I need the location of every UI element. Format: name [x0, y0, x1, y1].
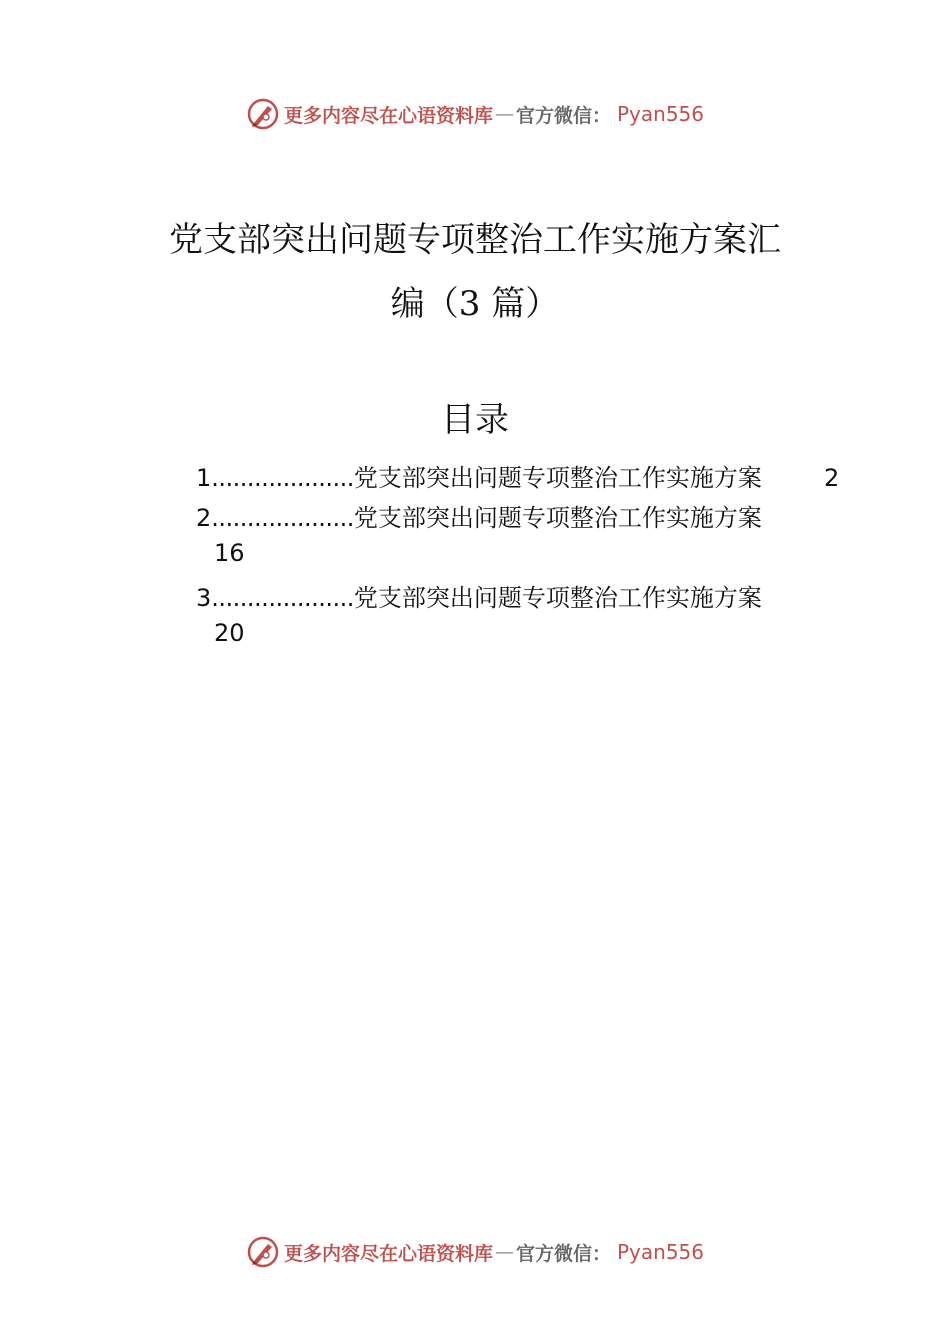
document-title-line2: 编（3 篇）: [390, 284, 560, 324]
pen-seal-icon: [246, 97, 280, 131]
banner-wechat-id: Pyan556: [617, 102, 705, 126]
banner-dash: —: [494, 1241, 514, 1263]
banner-official-label: 官方微信：: [515, 1242, 611, 1265]
toc-entry-1[interactable]: [196, 458, 846, 498]
toc-entry-leader: ....................: [211, 504, 354, 532]
toc-entry-number: 2: [196, 504, 212, 532]
header-watermark-banner: [0, 94, 950, 134]
toc-entry-title: 党支部突出问题专项整治工作实施方案: [353, 504, 762, 532]
toc-entry-3[interactable]: [196, 578, 846, 618]
document-title-line1: 党支部突出问题专项整治工作实施方案汇: [169, 220, 781, 260]
banner-text: 更多内容尽在心语资料库: [283, 1242, 493, 1265]
toc-entry-page: 2: [824, 464, 840, 492]
toc-entry-number: 1: [196, 464, 212, 492]
toc-entry-number: 3: [196, 584, 212, 612]
footer-watermark-banner: [0, 1232, 950, 1272]
toc-entry-title: 党支部突出问题专项整治工作实施方案: [353, 464, 762, 492]
toc-entry-leader: ....................: [211, 584, 354, 612]
pen-seal-icon: [246, 1235, 280, 1269]
toc-entry-title: 党支部突出问题专项整治工作实施方案: [353, 584, 762, 612]
banner-wechat-id: Pyan556: [617, 1240, 705, 1264]
toc-entry-page: 20: [214, 619, 245, 647]
banner-text: 更多内容尽在心语资料库: [283, 104, 493, 127]
toc-entry-leader: ....................: [211, 464, 354, 492]
banner-dash: —: [494, 103, 514, 125]
toc-entry-page: 16: [214, 539, 245, 567]
banner-official-label: 官方微信：: [515, 104, 611, 127]
toc-entry-2[interactable]: [196, 498, 846, 538]
table-of-contents: [196, 458, 846, 648]
toc-heading: 目录: [441, 400, 509, 440]
